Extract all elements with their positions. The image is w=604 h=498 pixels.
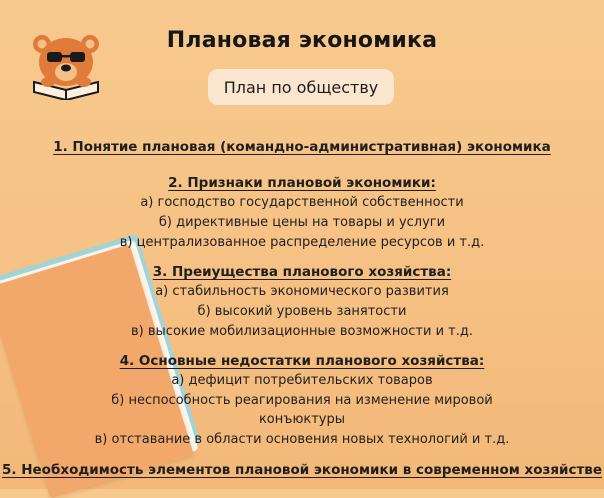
section-2-item: в) централизованное распределение ресурсов и т.д. — [119, 235, 485, 250]
section-4-item: б) неспособность реагирования на изменение мировой — [111, 393, 493, 408]
section-4-item: а) дефицит потребительских товаров — [171, 373, 433, 388]
section-2-item: а) господство государственной собственности — [140, 195, 464, 210]
section-2-heading: 2. Признаки плановой экономики: — [168, 175, 436, 191]
section-3-heading: 3. Преиущества планового хозяйства: — [152, 264, 452, 280]
section-4-item: в) отставание в области основения новых технологий и т.д. — [94, 432, 510, 447]
section-1-heading: 1. Понятие плановая (командно-административная) экономика — [53, 139, 551, 155]
section-3-item: а) стабильность экономического развития — [155, 284, 449, 299]
page-title: Плановая экономика — [166, 28, 438, 53]
section-3-item: в) высокие мобилизационные возможности и т.д. — [131, 324, 473, 339]
subtitle-badge: План по обществу — [208, 69, 394, 105]
section-5-heading: 5. Необходимость элементов плановой экономики в современном хозяйстве — [2, 462, 602, 478]
section-4-heading: 4. Основные недостатки планового хозяйства: — [119, 353, 485, 369]
section-2-item: б) директивные цены на товары и услуги — [158, 215, 446, 230]
section-3-item: б) высокий уровень занятости — [197, 304, 407, 319]
section-4-item: конъюктуры — [258, 412, 346, 427]
